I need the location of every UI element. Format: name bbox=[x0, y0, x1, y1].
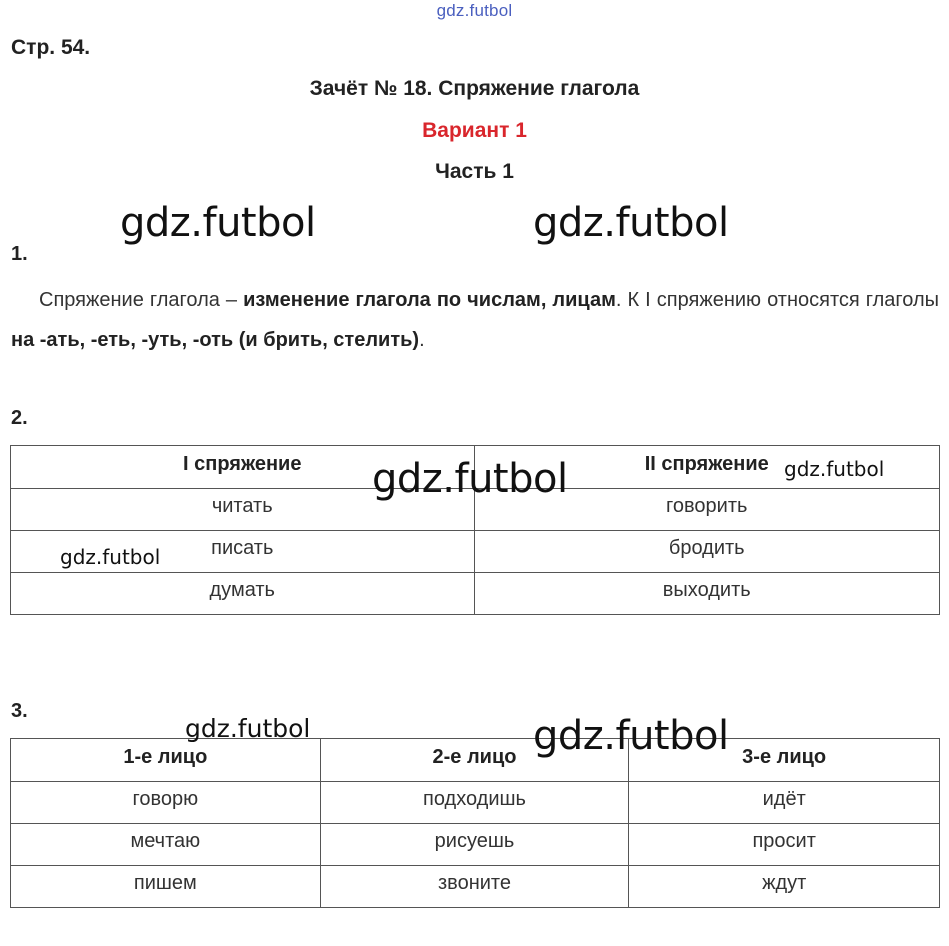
header-person-3: 3-е лицо bbox=[629, 739, 940, 782]
q1-bold-2: на -ать, -еть, -уть, -оть (и брить, стелить) bbox=[11, 329, 420, 351]
question-1-number: 1. bbox=[11, 243, 28, 265]
question-1-answer bbox=[11, 280, 939, 360]
table-cell: подходишь bbox=[320, 782, 629, 824]
q1-text-1: Спряжение глагола – bbox=[39, 289, 244, 311]
watermark-table3-left: gdz.futbol bbox=[185, 714, 311, 743]
page-number: Стр. 54. bbox=[11, 36, 91, 59]
table-header-row bbox=[11, 739, 940, 782]
watermark-table2-left: gdz.futbol bbox=[60, 545, 161, 569]
header-person-2: 2-е лицо bbox=[320, 739, 629, 782]
table-cell: пишем bbox=[11, 866, 321, 908]
question-2-number: 2. bbox=[11, 407, 28, 429]
table-cell: думать bbox=[11, 573, 475, 615]
table-row bbox=[11, 573, 940, 615]
table-row bbox=[11, 824, 940, 866]
table-cell: писать bbox=[11, 531, 475, 573]
table-cell: бродить bbox=[474, 531, 940, 573]
watermark-table2-right: gdz.futbol bbox=[784, 457, 885, 481]
watermark-big-left: gdz.futbol bbox=[120, 200, 316, 246]
table-cell: рисуешь bbox=[320, 824, 629, 866]
table-cell: говорить bbox=[474, 489, 940, 531]
variant-heading: Вариант 1 bbox=[422, 119, 527, 142]
table-cell: просит bbox=[629, 824, 940, 866]
table-row bbox=[11, 782, 940, 824]
watermark-big-right: gdz.futbol bbox=[533, 200, 729, 246]
person-table bbox=[10, 738, 940, 908]
watermark-top: gdz.futbol bbox=[436, 1, 513, 20]
part-heading: Часть 1 bbox=[435, 160, 514, 183]
header-conjugation-2: II спряжение bbox=[474, 446, 940, 489]
table-cell: мечтаю bbox=[11, 824, 321, 866]
header-conjugation-1: I спряжение bbox=[11, 446, 475, 489]
page-title: Зачёт № 18. Спряжение глагола bbox=[309, 77, 640, 100]
q1-text-3: . bbox=[419, 329, 425, 351]
table-cell: выходить bbox=[474, 573, 940, 615]
table-cell: идёт bbox=[629, 782, 940, 824]
watermark-table3-center: gdz.futbol bbox=[533, 713, 729, 759]
table-cell: звоните bbox=[320, 866, 629, 908]
watermark-table2-center: gdz.futbol bbox=[372, 456, 568, 502]
table-cell: читать bbox=[11, 489, 475, 531]
table-cell: ждут bbox=[629, 866, 940, 908]
question-3-number: 3. bbox=[11, 700, 28, 722]
header-person-1: 1-е лицо bbox=[11, 739, 321, 782]
q1-text-2: . К I спряжению относятся глаголы bbox=[615, 289, 939, 311]
table-cell: говорю bbox=[11, 782, 321, 824]
q1-bold-1: изменение глагола по числам, лицам bbox=[243, 289, 616, 311]
table-row bbox=[11, 866, 940, 908]
